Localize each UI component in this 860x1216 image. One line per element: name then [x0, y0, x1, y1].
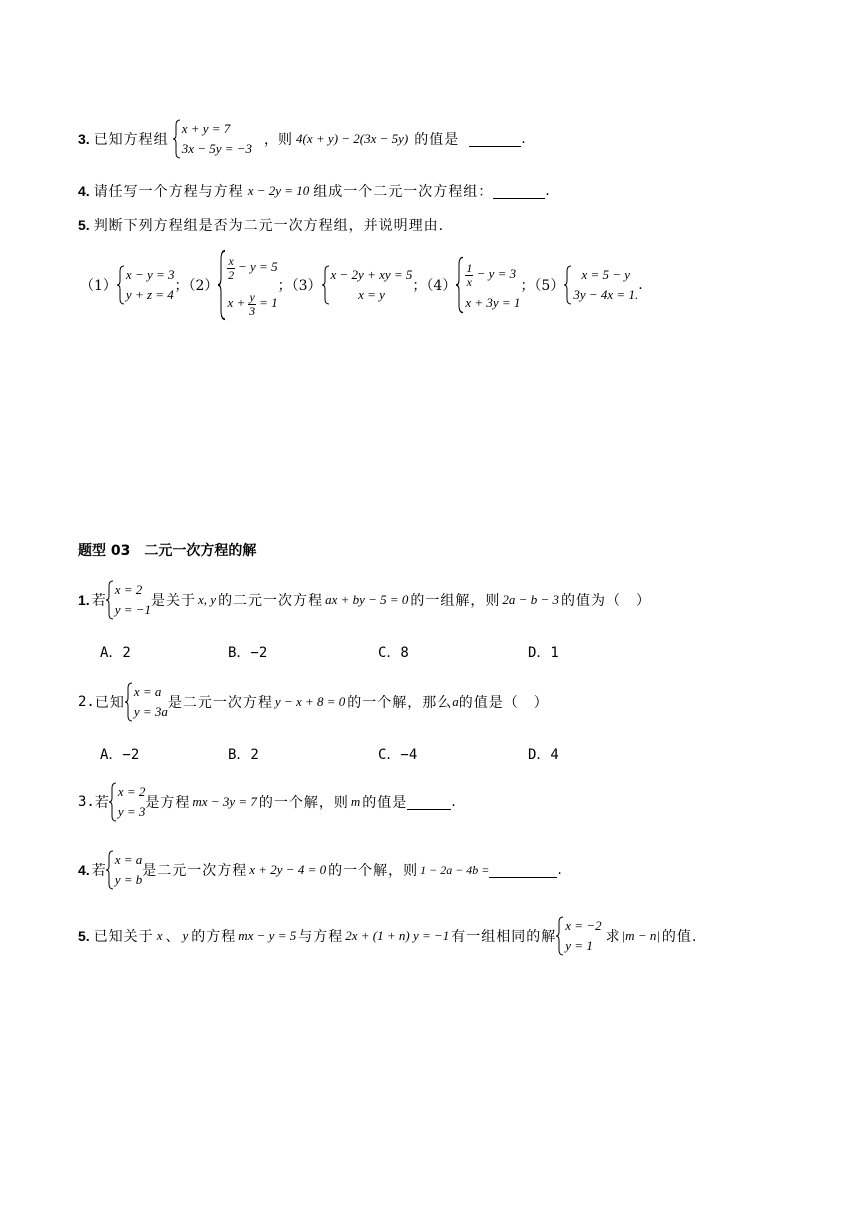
- question-number: 4.: [78, 183, 90, 199]
- equation-1: x = a: [133, 684, 162, 699]
- system-label: ；（2）: [174, 278, 219, 294]
- problem-1: [78, 578, 651, 622]
- equation-1: $\frac{1}{x}$ − y = 3: [466, 260, 517, 289]
- answer-blank: [469, 132, 521, 147]
- math-expression: x − 2y = 10: [247, 183, 310, 198]
- equation-system: [556, 916, 601, 956]
- left-brace-icon: [117, 265, 125, 305]
- answer-blank: [407, 795, 451, 810]
- math-expression: 2a − b − 3: [502, 592, 559, 607]
- question-text: 判断下列方程组是否为二元一次方程组，并说明理由.: [93, 218, 445, 234]
- left-brace-icon: [109, 782, 117, 822]
- math-expression: 4(x + y) − 2(3x − 5y): [296, 131, 409, 146]
- equation-system-2: [218, 249, 277, 321]
- left-brace-icon: [564, 265, 572, 305]
- equation-1: x = 2: [117, 784, 146, 799]
- question-text: 若: [91, 863, 106, 879]
- left-brace-icon: [125, 682, 133, 722]
- left-brace-icon: [106, 580, 114, 620]
- math-expression: x + 2y − 4 = 0: [249, 862, 327, 877]
- question-text: 组成一个二元一次方程组：: [313, 184, 494, 200]
- section-title: 题型 03 二元一次方程的解: [78, 543, 257, 559]
- equation-2: y + z = 4: [125, 287, 174, 302]
- math-expression: ax + by − 5 = 0: [325, 592, 409, 607]
- option-c[interactable]: C．−4: [378, 747, 418, 763]
- problem-2-options: [100, 744, 700, 764]
- equation-2: y = 1: [565, 938, 593, 953]
- math-expression: mx − 3y = 7: [192, 794, 257, 809]
- equation-system: [106, 850, 143, 890]
- answer-blank: [493, 184, 545, 199]
- left-brace-icon: [456, 256, 464, 314]
- question-number: 3.: [78, 794, 95, 810]
- question-text: 请任写一个方程与方程: [93, 184, 244, 200]
- option-a[interactable]: A．2: [100, 645, 131, 661]
- left-brace-icon: [218, 249, 226, 321]
- system-label: （1）: [80, 278, 117, 294]
- answer-blank: [489, 863, 557, 878]
- question-text: 是二元一次方程: [142, 863, 248, 879]
- left-brace-icon: [322, 265, 330, 305]
- question-text: 是二元一次方程: [167, 695, 273, 711]
- option-b[interactable]: B．2: [228, 747, 259, 763]
- question-text: 的二元一次方程: [218, 593, 324, 609]
- question-text: 是方程: [145, 795, 191, 811]
- left-brace-icon: [173, 119, 181, 159]
- equation-system: [173, 119, 252, 159]
- question-text: 若: [91, 593, 106, 609]
- equation-2: y = −1: [114, 602, 152, 617]
- period: .: [557, 862, 562, 878]
- math-var: m: [350, 794, 361, 809]
- equation-2: x + $\frac{y}{3}$ = 1: [227, 289, 278, 318]
- equation-1: x = 5 − y: [581, 267, 631, 282]
- question-text: 的方程: [191, 929, 237, 945]
- question-text: 的值为（ ）: [560, 593, 651, 609]
- period: .: [521, 131, 526, 147]
- problem-1-options: [100, 642, 700, 662]
- question-text: 已知: [94, 695, 125, 711]
- question-number: 5.: [78, 217, 90, 233]
- question-number: 5.: [78, 928, 90, 944]
- period: .: [451, 794, 456, 810]
- question-number: 3.: [78, 131, 90, 147]
- equation-1: $\frac{x}{2}$ − y = 5: [228, 253, 278, 282]
- system-label: ；（5）: [520, 278, 565, 294]
- problem-3: [78, 780, 456, 824]
- system-label: ；（3）: [277, 278, 322, 294]
- question-text: 的值是（ ）: [458, 695, 549, 711]
- equation-2: x = y: [358, 287, 385, 302]
- equation-1: x = 2: [114, 582, 143, 597]
- question-text: 的一个解，那么: [347, 695, 453, 711]
- question-text: 若: [94, 795, 109, 811]
- question-text: 的一个解，则: [258, 795, 349, 811]
- equation-2: 3x − 5y = −3: [181, 141, 253, 156]
- question-text: 的一个解，则: [328, 863, 419, 879]
- option-b[interactable]: B．−2: [228, 645, 268, 661]
- option-c[interactable]: C．8: [378, 645, 409, 661]
- math-var: a: [452, 694, 459, 709]
- equation-system-1: [117, 265, 175, 305]
- equation-system-5: [564, 265, 638, 305]
- equation-system: [109, 782, 146, 822]
- period: .: [638, 277, 643, 293]
- question-4: [78, 180, 550, 202]
- question-number: 4.: [78, 862, 90, 878]
- equation-system-4: [456, 256, 520, 314]
- question-number: 1.: [78, 592, 90, 608]
- question-text: 的值是: [362, 795, 408, 811]
- equation-1: x = −2: [565, 918, 602, 933]
- math-var: y: [182, 928, 189, 943]
- question-5: [78, 214, 444, 236]
- equation-2: y = 3: [117, 804, 146, 819]
- equation-1: x − 2y + xy = 5: [330, 267, 413, 282]
- option-a[interactable]: A．−2: [100, 747, 140, 763]
- equation-2: 3y − 4x = 1.: [573, 287, 639, 302]
- equation-2: y = b: [114, 872, 143, 887]
- system-label: ；（4）: [412, 278, 457, 294]
- question-text: ，则: [264, 132, 293, 148]
- equation-1: x − y = 3: [125, 267, 175, 282]
- question-text: 的值是: [414, 132, 460, 148]
- question-3: [78, 114, 526, 164]
- question-text: 、: [165, 929, 180, 945]
- equation-1: x + y = 7: [181, 121, 231, 136]
- left-brace-icon: [106, 850, 114, 890]
- equation-system: [125, 682, 168, 722]
- math-expression: 1 − 2a − 4b =: [420, 862, 490, 877]
- math-var: x: [156, 928, 163, 943]
- question-text: 的一组解，则: [410, 593, 501, 609]
- question-text: 的值.: [661, 929, 698, 945]
- equation-system-3: [322, 265, 413, 305]
- option-d[interactable]: D．4: [528, 747, 559, 763]
- question-text: 已知方程组: [93, 132, 169, 148]
- equation-system: [106, 580, 151, 620]
- question-text: 有一组相同的解: [451, 929, 557, 945]
- equation-2: x + 3y = 1: [465, 295, 521, 310]
- option-d[interactable]: D．1: [528, 645, 559, 661]
- question-text: 已知关于: [93, 929, 154, 945]
- question-number: 2.: [78, 694, 95, 710]
- math-vars: x, y: [198, 592, 217, 607]
- question-text: 求: [605, 929, 620, 945]
- math-expression: y − x + 8 = 0: [274, 694, 346, 709]
- period: .: [545, 183, 550, 199]
- problem-4: [78, 848, 562, 892]
- equation-2: y = 3a: [133, 704, 168, 719]
- problem-5: [78, 914, 697, 958]
- left-brace-icon: [556, 916, 564, 956]
- systems-row: [80, 244, 643, 326]
- math-expression: |m − n|: [621, 928, 660, 943]
- equation-1: x = a: [114, 852, 143, 867]
- math-expression: mx − y = 5: [238, 928, 297, 943]
- question-text: 与方程: [298, 929, 344, 945]
- question-text: 是关于: [151, 593, 197, 609]
- problem-2: [78, 680, 549, 724]
- math-expression: 2x + (1 + n) y = −1: [345, 928, 450, 943]
